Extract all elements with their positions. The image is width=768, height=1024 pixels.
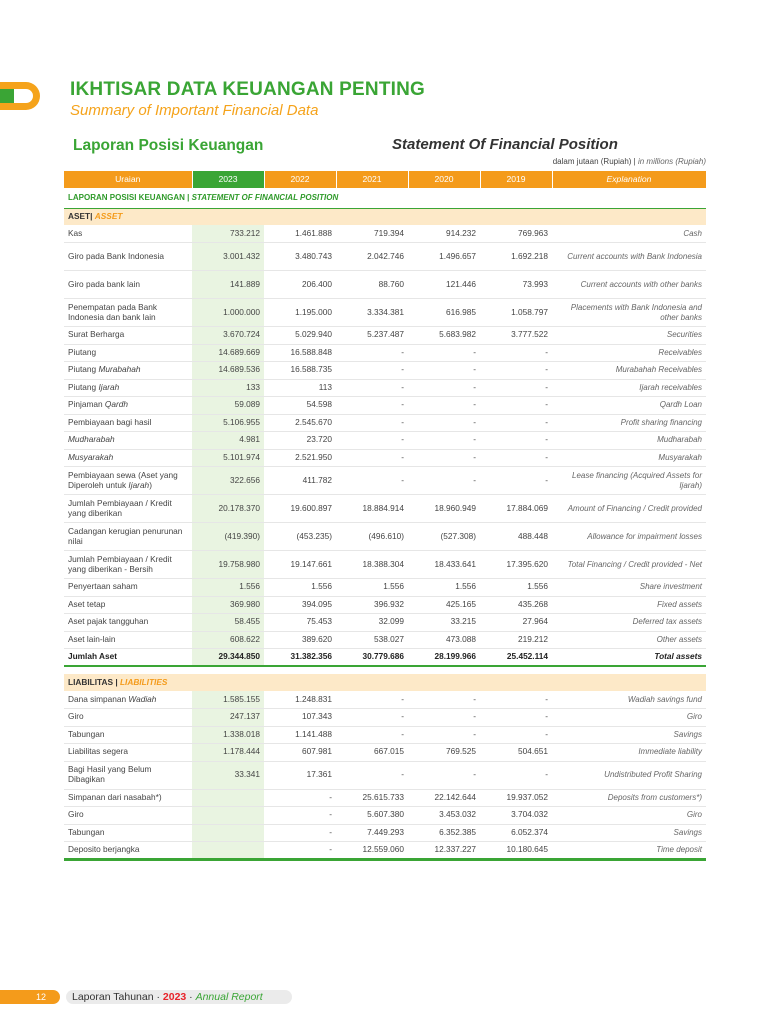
assets-heading-row <box>64 208 706 225</box>
value-cell: - <box>480 449 552 467</box>
value-cell: 1.178.444 <box>192 744 264 762</box>
value-cell: 425.165 <box>408 596 480 614</box>
table-row <box>64 807 706 825</box>
value-cell: 32.099 <box>336 614 408 632</box>
value-cell: 14.689.669 <box>192 344 264 362</box>
value-cell: 3.704.032 <box>480 807 552 825</box>
value-cell <box>192 824 264 842</box>
value-cell: 3.001.432 <box>192 243 264 271</box>
explanation-cell: Giro <box>552 807 706 825</box>
row-label: Aset pajak tangguhan <box>64 614 192 632</box>
value-cell: - <box>408 432 480 450</box>
value-cell: 1.248.831 <box>264 691 336 709</box>
explanation-cell: Current accounts with Bank Indonesia <box>552 243 706 271</box>
value-cell: 247.137 <box>192 709 264 727</box>
value-cell: 14.689.536 <box>192 362 264 380</box>
explanation-cell: Wadiah savings fund <box>552 691 706 709</box>
value-cell: 389.620 <box>264 631 336 649</box>
value-cell: - <box>408 467 480 495</box>
assets-heading-en: ASSET <box>94 210 123 221</box>
table-row <box>64 842 706 860</box>
value-cell: 121.446 <box>408 271 480 299</box>
value-cell: 3.453.032 <box>408 807 480 825</box>
table-row <box>64 726 706 744</box>
header-explanation: Explanation <box>552 171 706 188</box>
value-cell: 113 <box>264 379 336 397</box>
value-cell: - <box>480 379 552 397</box>
table-row <box>64 414 706 432</box>
row-label: Surat Berharga <box>64 327 192 345</box>
row-label: Pembiayaan bagi hasil <box>64 414 192 432</box>
spacer-row <box>64 666 706 674</box>
italic-term: Qardh <box>104 399 128 410</box>
explanation-cell: Allowance for impairment losses <box>552 523 706 551</box>
explanation-cell: Savings <box>552 726 706 744</box>
table-row <box>64 761 706 789</box>
table-row <box>64 225 706 243</box>
value-cell: - <box>480 397 552 415</box>
brand-swoosh-icon <box>0 80 42 112</box>
value-cell: 19.600.897 <box>264 495 336 523</box>
explanation-cell: Musyarakah <box>552 449 706 467</box>
value-cell: (453.235) <box>264 523 336 551</box>
value-cell: - <box>480 691 552 709</box>
value-cell: 616.985 <box>408 299 480 327</box>
table-row <box>64 495 706 523</box>
value-cell: - <box>408 379 480 397</box>
explanation-cell: Securities <box>552 327 706 345</box>
unit-note <box>553 157 706 166</box>
value-cell: - <box>408 397 480 415</box>
liabilities-heading <box>64 674 706 691</box>
section-heading-row <box>64 188 706 208</box>
value-cell: - <box>264 789 336 807</box>
footer-report-en: Annual Report <box>195 991 263 1003</box>
table-row <box>64 551 706 579</box>
value-cell: 3.334.381 <box>336 299 408 327</box>
explanation-cell: Other assets <box>552 631 706 649</box>
explanation-cell: Fixed assets <box>552 596 706 614</box>
explanation-cell: Total Financing / Credit provided - Net <box>552 551 706 579</box>
row-label: Penempatan pada Bank Indonesia dan bank lain <box>64 299 192 327</box>
explanation-cell: Giro <box>552 709 706 727</box>
value-cell: 667.015 <box>336 744 408 762</box>
table-row <box>64 299 706 327</box>
value-cell <box>192 789 264 807</box>
explanation-cell: Time deposit <box>552 842 706 860</box>
row-label: Simpanan dari nasabah*) <box>64 789 192 807</box>
value-cell: 1.195.000 <box>264 299 336 327</box>
value-cell: 5.237.487 <box>336 327 408 345</box>
value-cell: 18.960.949 <box>408 495 480 523</box>
row-label: Pembiayaan sewa (Aset yang Diperoleh untuk Ijarah) <box>64 467 192 495</box>
value-cell: 2.545.670 <box>264 414 336 432</box>
value-cell: 2.042.746 <box>336 243 408 271</box>
value-cell: 1.496.657 <box>408 243 480 271</box>
value-cell: 27.964 <box>480 614 552 632</box>
value-cell: 54.598 <box>264 397 336 415</box>
footer-report-id: Laporan Tahunan · <box>72 991 160 1003</box>
assets-heading <box>64 208 706 225</box>
value-cell: 1.000.000 <box>192 299 264 327</box>
row-label: Dana simpanan Wadiah <box>64 691 192 709</box>
value-cell: 607.981 <box>264 744 336 762</box>
header-2021: 2021 <box>336 171 408 188</box>
financial-position-table <box>64 171 707 861</box>
value-cell: 22.142.644 <box>408 789 480 807</box>
value-cell: 33.341 <box>192 761 264 789</box>
value-cell: 59.089 <box>192 397 264 415</box>
value-cell: 396.932 <box>336 596 408 614</box>
explanation-cell: Undistributed Profit Sharing <box>552 761 706 789</box>
value-cell: - <box>336 709 408 727</box>
value-cell: - <box>336 726 408 744</box>
row-label: Jumlah Aset <box>64 649 192 667</box>
value-cell: 1.058.797 <box>480 299 552 327</box>
value-cell: 1.556 <box>264 579 336 597</box>
table-row <box>64 379 706 397</box>
explanation-cell: Lease financing (Acquired Assets for Ijarah) <box>552 467 706 495</box>
value-cell: - <box>408 414 480 432</box>
value-cell: 19.758.980 <box>192 551 264 579</box>
header-2019: 2019 <box>480 171 552 188</box>
value-cell: - <box>480 432 552 450</box>
value-cell: 16.588.848 <box>264 344 336 362</box>
explanation-cell: Mudharabah <box>552 432 706 450</box>
table-row <box>64 744 706 762</box>
table-row <box>64 397 706 415</box>
value-cell: 6.052.374 <box>480 824 552 842</box>
value-cell: 5.101.974 <box>192 449 264 467</box>
section-title-en: Statement Of Financial Position <box>392 136 618 153</box>
value-cell: (419.390) <box>192 523 264 551</box>
value-cell: 5.683.982 <box>408 327 480 345</box>
table-row <box>64 523 706 551</box>
explanation-cell: Placements with Bank Indonesia and other banks <box>552 299 706 327</box>
value-cell: (496.610) <box>336 523 408 551</box>
value-cell: 1.556 <box>480 579 552 597</box>
row-label: Pinjaman Qardh <box>64 397 192 415</box>
footer-report-year: 2023 <box>162 991 187 1003</box>
value-cell: - <box>336 414 408 432</box>
row-label: Giro <box>64 807 192 825</box>
row-label: Penyertaan saham <box>64 579 192 597</box>
table-row <box>64 691 706 709</box>
value-cell: 322.656 <box>192 467 264 495</box>
value-cell: 73.993 <box>480 271 552 299</box>
value-cell: 25.452.114 <box>480 649 552 667</box>
explanation-cell: Profit sharing financing <box>552 414 706 432</box>
value-cell: 1.556 <box>336 579 408 597</box>
table-row <box>64 327 706 345</box>
page-number: 12 <box>0 990 60 1004</box>
value-cell: 7.449.293 <box>336 824 408 842</box>
table-row <box>64 432 706 450</box>
value-cell: - <box>336 362 408 380</box>
row-label: Aset tetap <box>64 596 192 614</box>
value-cell: 20.178.370 <box>192 495 264 523</box>
unit-note-id: dalam jutaan (Rupiah) | <box>552 157 636 166</box>
section-title-id: Laporan Posisi Keuangan <box>73 137 264 154</box>
value-cell: 769.525 <box>408 744 480 762</box>
table-row <box>64 449 706 467</box>
value-cell: 18.388.304 <box>336 551 408 579</box>
explanation-cell: Receivables <box>552 344 706 362</box>
table-header-row <box>64 171 706 188</box>
row-label: Piutang <box>64 344 192 362</box>
row-label: Piutang Murabahah <box>64 362 192 380</box>
table-row <box>64 243 706 271</box>
value-cell: - <box>264 807 336 825</box>
value-cell: 1.556 <box>192 579 264 597</box>
row-label: Giro pada bank lain <box>64 271 192 299</box>
table-row <box>64 596 706 614</box>
value-cell: (527.308) <box>408 523 480 551</box>
value-cell: 769.963 <box>480 225 552 243</box>
value-cell: 1.338.018 <box>192 726 264 744</box>
value-cell: 133 <box>192 379 264 397</box>
value-cell: - <box>408 726 480 744</box>
value-cell: - <box>408 691 480 709</box>
explanation-cell: Cash <box>552 225 706 243</box>
value-cell: 58.455 <box>192 614 264 632</box>
value-cell: 435.268 <box>480 596 552 614</box>
value-cell: - <box>480 362 552 380</box>
value-cell: - <box>480 726 552 744</box>
explanation-cell: Deposits from customers*) <box>552 789 706 807</box>
value-cell: - <box>408 362 480 380</box>
value-cell: 6.352.385 <box>408 824 480 842</box>
table-row <box>64 362 706 380</box>
italic-term: Murabahah <box>98 364 141 375</box>
value-cell: 18.884.914 <box>336 495 408 523</box>
table-row <box>64 344 706 362</box>
row-label: Giro pada Bank Indonesia <box>64 243 192 271</box>
value-cell: - <box>408 449 480 467</box>
header-2020: 2020 <box>408 171 480 188</box>
value-cell: 538.027 <box>336 631 408 649</box>
value-cell: 5.607.380 <box>336 807 408 825</box>
value-cell: - <box>336 691 408 709</box>
row-label: Piutang Ijarah <box>64 379 192 397</box>
value-cell: 29.344.850 <box>192 649 264 667</box>
value-cell: 75.453 <box>264 614 336 632</box>
assets-heading-id: ASET| <box>68 210 93 221</box>
value-cell: 4.981 <box>192 432 264 450</box>
value-cell: 107.343 <box>264 709 336 727</box>
table-row <box>64 579 706 597</box>
row-label: Jumlah Pembiayaan / Kredit yang diberikan <box>64 495 192 523</box>
italic-term: Ijarah <box>128 479 150 490</box>
explanation-cell: Savings <box>552 824 706 842</box>
liabilities-heading-en: LIABILITIES <box>119 676 168 687</box>
row-label: Bagi Hasil yang Belum Dibagikan <box>64 761 192 789</box>
value-cell: - <box>480 467 552 495</box>
value-cell: 16.588.735 <box>264 362 336 380</box>
footer-separator: · <box>189 991 193 1003</box>
italic-term: Wadiah <box>128 693 157 704</box>
value-cell: - <box>336 449 408 467</box>
row-label: Giro <box>64 709 192 727</box>
value-cell: 411.782 <box>264 467 336 495</box>
value-cell: 1.692.218 <box>480 243 552 271</box>
value-cell: 19.147.661 <box>264 551 336 579</box>
value-cell: 88.760 <box>336 271 408 299</box>
value-cell: 1.585.155 <box>192 691 264 709</box>
explanation-cell: Murabahah Receivables <box>552 362 706 380</box>
table-row <box>64 614 706 632</box>
row-label: Kas <box>64 225 192 243</box>
row-label: Musyarakah <box>64 449 192 467</box>
row-label: Cadangan kerugian penurunan nilai <box>64 523 192 551</box>
liabilities-heading-id: LIABILITAS | <box>68 676 118 687</box>
explanation-cell: Deferred tax assets <box>552 614 706 632</box>
page-subtitle: Summary of Important Financial Data <box>70 102 319 119</box>
table-row <box>64 271 706 299</box>
value-cell: 17.884.069 <box>480 495 552 523</box>
value-cell: - <box>264 824 336 842</box>
value-cell: - <box>336 432 408 450</box>
value-cell: 473.088 <box>408 631 480 649</box>
value-cell: 3.777.522 <box>480 327 552 345</box>
row-label: Jumlah Pembiayaan / Kredit yang diberikan - Bersih <box>64 551 192 579</box>
explanation-cell: Current accounts with other banks <box>552 271 706 299</box>
value-cell: - <box>336 761 408 789</box>
value-cell: 914.232 <box>408 225 480 243</box>
value-cell <box>192 807 264 825</box>
row-label: Deposito berjangka <box>64 842 192 860</box>
value-cell: - <box>408 344 480 362</box>
value-cell: 5.029.940 <box>264 327 336 345</box>
value-cell: - <box>480 761 552 789</box>
value-cell: 141.889 <box>192 271 264 299</box>
unit-note-en: in millions (Rupiah) <box>637 157 706 166</box>
table-row <box>64 649 706 667</box>
value-cell: 3.670.724 <box>192 327 264 345</box>
value-cell: 2.521.950 <box>264 449 336 467</box>
row-label: Liabilitas segera <box>64 744 192 762</box>
explanation-cell: Share investment <box>552 579 706 597</box>
value-cell: 488.448 <box>480 523 552 551</box>
value-cell: - <box>408 761 480 789</box>
value-cell: 18.433.641 <box>408 551 480 579</box>
header-2022: 2022 <box>264 171 336 188</box>
value-cell: - <box>336 467 408 495</box>
table-row <box>64 824 706 842</box>
value-cell: 25.615.733 <box>336 789 408 807</box>
value-cell: 33.215 <box>408 614 480 632</box>
value-cell: - <box>336 344 408 362</box>
value-cell: 17.395.620 <box>480 551 552 579</box>
explanation-cell: Qardh Loan <box>552 397 706 415</box>
value-cell: - <box>408 709 480 727</box>
value-cell: 28.199.966 <box>408 649 480 667</box>
row-label: Tabungan <box>64 824 192 842</box>
page-title: IKHTISAR DATA KEUANGAN PENTING <box>70 79 426 100</box>
header-2023: 2023 <box>192 171 264 188</box>
section-heading <box>64 188 706 208</box>
liabilities-heading-row <box>64 674 706 691</box>
explanation-cell: Amount of Financing / Credit provided <box>552 495 706 523</box>
value-cell: - <box>480 344 552 362</box>
value-cell: - <box>480 709 552 727</box>
value-cell: 369.980 <box>192 596 264 614</box>
table-row <box>64 709 706 727</box>
value-cell: 30.779.686 <box>336 649 408 667</box>
row-label: Mudharabah <box>64 432 192 450</box>
value-cell <box>192 842 264 860</box>
value-cell: 3.480.743 <box>264 243 336 271</box>
value-cell: 5.106.955 <box>192 414 264 432</box>
spacer-cell <box>64 666 706 674</box>
value-cell: 12.559.060 <box>336 842 408 860</box>
footer-report-label <box>66 990 292 1004</box>
value-cell: 219.212 <box>480 631 552 649</box>
value-cell: 19.937.052 <box>480 789 552 807</box>
value-cell: 504.651 <box>480 744 552 762</box>
italic-term: Ijarah <box>98 381 120 392</box>
value-cell: 1.461.888 <box>264 225 336 243</box>
value-cell: 1.556 <box>408 579 480 597</box>
value-cell: 1.141.488 <box>264 726 336 744</box>
value-cell: 608.622 <box>192 631 264 649</box>
table-row <box>64 467 706 495</box>
explanation-cell: Immediate liability <box>552 744 706 762</box>
section-heading-en: STATEMENT OF FINANCIAL POSITION <box>191 192 339 202</box>
value-cell: 394.095 <box>264 596 336 614</box>
value-cell: 23.720 <box>264 432 336 450</box>
value-cell: - <box>480 414 552 432</box>
value-cell: 31.382.356 <box>264 649 336 667</box>
section-heading-id: LAPORAN POSISI KEUANGAN | <box>68 192 190 202</box>
value-cell: 12.337.227 <box>408 842 480 860</box>
value-cell: 719.394 <box>336 225 408 243</box>
value-cell: 206.400 <box>264 271 336 299</box>
value-cell: 17.361 <box>264 761 336 789</box>
table-row <box>64 789 706 807</box>
value-cell: - <box>336 397 408 415</box>
row-label: Tabungan <box>64 726 192 744</box>
header-uraian: Uraian <box>64 171 192 188</box>
explanation-cell: Ijarah receivables <box>552 379 706 397</box>
value-cell: 733.212 <box>192 225 264 243</box>
value-cell: - <box>264 842 336 860</box>
value-cell: - <box>336 379 408 397</box>
table-row <box>64 631 706 649</box>
explanation-cell: Total assets <box>552 649 706 667</box>
row-label: Aset lain-lain <box>64 631 192 649</box>
value-cell: 10.180.645 <box>480 842 552 860</box>
